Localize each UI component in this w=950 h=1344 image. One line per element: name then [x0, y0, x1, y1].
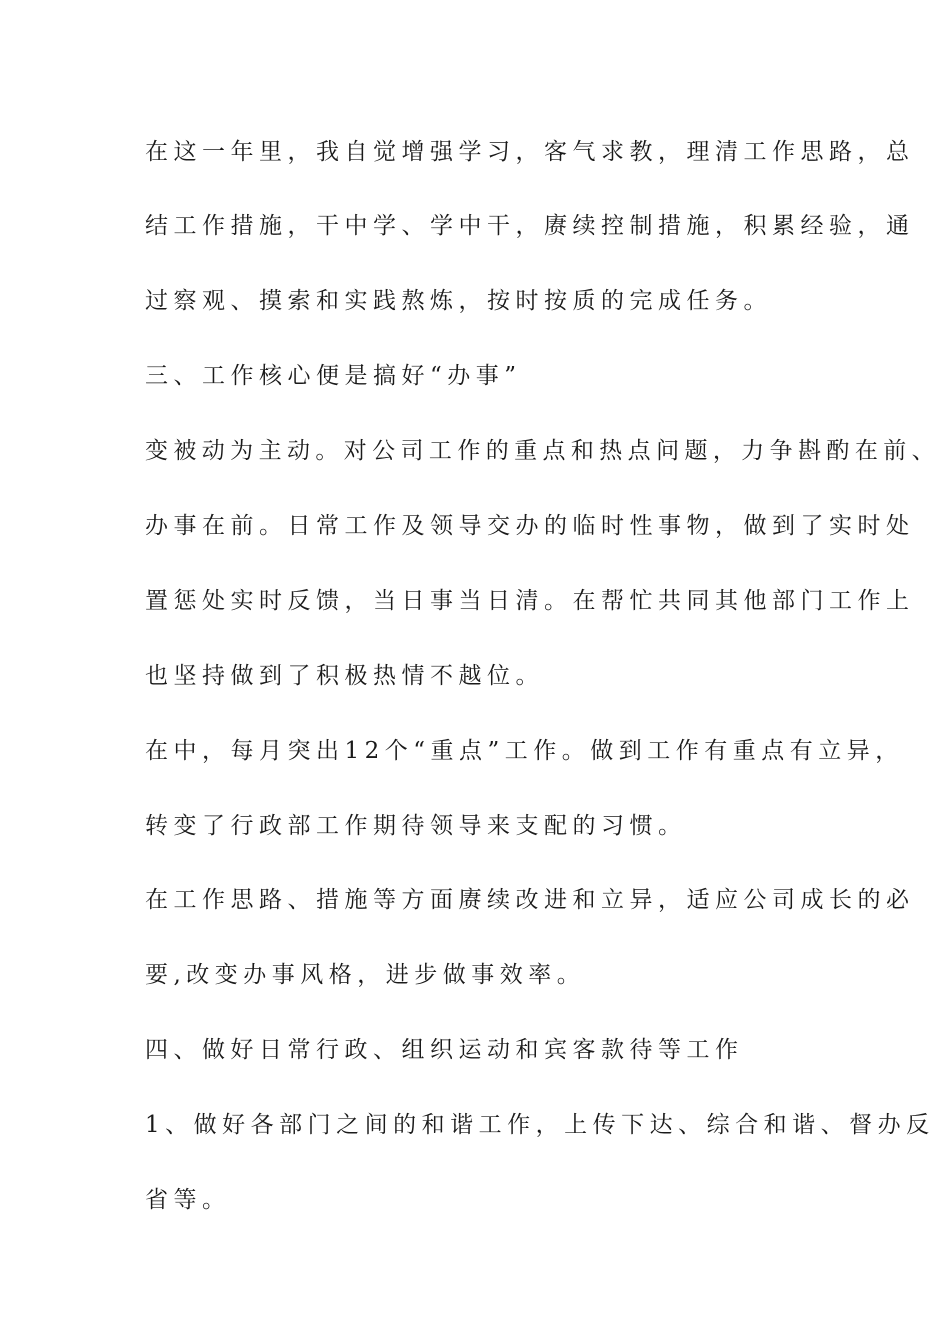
- text-line: 也坚持做到了积极热情不越位。: [145, 663, 544, 689]
- section-heading: 四、做好日常行政、组织运动和宾客款待等工作: [145, 1037, 744, 1063]
- text-line: 置惩处实时反馈，当日事当日清。在帮忙共同其他部门工作上: [145, 588, 915, 614]
- text-line: 在这一年里，我自觉增强学习，客气求教，理清工作思路，总: [145, 139, 915, 165]
- text-line: 要,改变办事风格，进步做事效率。: [145, 962, 586, 988]
- text-line: 在中，每月突出12个“重点”工作。做到工作有重点有立异，: [145, 738, 904, 764]
- text-line: 在工作思路、措施等方面赓续改进和立异，适应公司成长的必: [145, 887, 915, 913]
- text-line: 办事在前。日常工作及领导交办的临时性事物，做到了实时处: [145, 513, 915, 539]
- text-line: 1、做好各部门之间的和谐工作，上传下达、综合和谐、督办反: [145, 1112, 935, 1138]
- text-line: 省等。: [145, 1187, 231, 1213]
- text-line: 变被动为主动。对公司工作的重点和热点问题，力争斟酌在前、: [145, 438, 940, 464]
- text-line: 结工作措施，干中学、学中干，赓续控制措施，积累经验，通: [145, 213, 915, 239]
- text-line: 转变了行政部工作期待领导来支配的习惯。: [145, 813, 687, 839]
- section-heading: 三、工作核心便是搞好“办事”: [145, 363, 522, 389]
- text-line: 过察观、摸索和实践熬炼，按时按质的完成任务。: [145, 288, 772, 314]
